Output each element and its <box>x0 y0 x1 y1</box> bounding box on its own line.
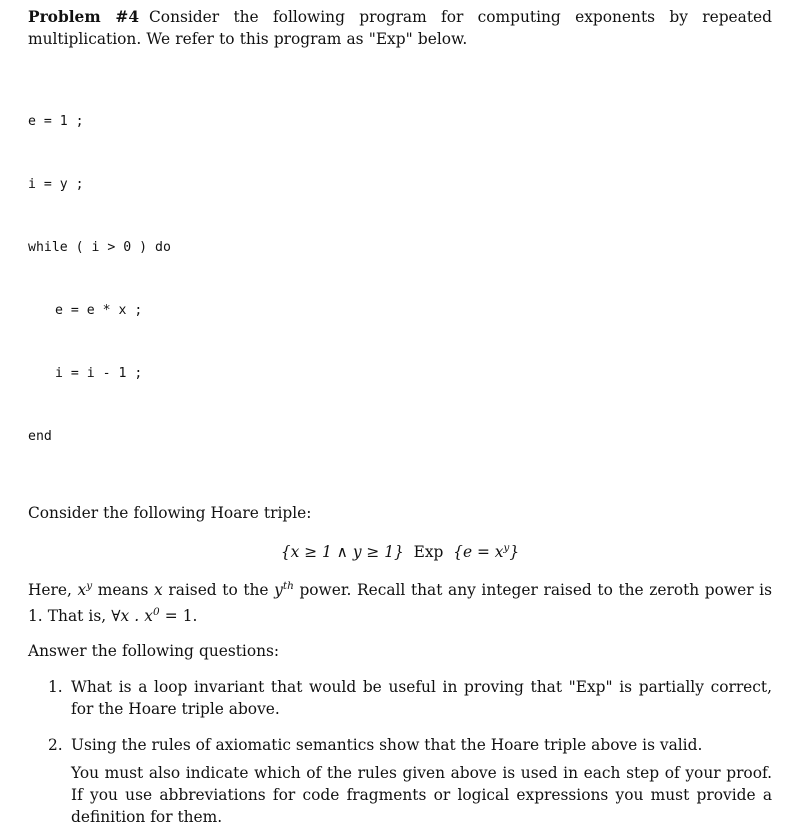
math-exponent: th <box>282 580 294 592</box>
hoare-lead: Consider the following Hoare triple: <box>28 504 312 522</box>
questions-lead: Answer the following questions: <box>28 642 280 660</box>
question-followup: You must also indicate which of the rules given above is used in each step of your proof. If you use abbreviations for code fragments or logical expressions you must provide a definition for them. <box>71 764 772 826</box>
code-line: e = e * x ; <box>55 303 143 318</box>
program-name: Exp <box>413 543 444 561</box>
code-line: i = i - 1 ; <box>55 366 143 381</box>
math-var: x <box>77 581 87 599</box>
postcondition-exponent: y <box>503 542 510 554</box>
problem-heading: Problem #4 <box>28 8 140 26</box>
explanation-text: means <box>97 581 149 599</box>
problem-intro <box>28 6 772 50</box>
explanation-text: Here, <box>28 581 72 599</box>
problem-intro-text: Consider the following program for computing exponents by repeated multiplication. We refer to this program as "Exp" below. <box>28 8 772 48</box>
exp-program-code <box>28 69 772 489</box>
math-var: x <box>154 581 163 599</box>
precondition: {x ≥ 1 ∧ y ≥ 1} <box>280 543 404 561</box>
document-page <box>28 6 772 828</box>
code-line: while ( i > 0 ) do <box>28 240 171 255</box>
hoare-triple <box>28 537 772 563</box>
question-number: 1. <box>48 678 63 696</box>
math-exponent: y <box>86 580 93 592</box>
math-var: y <box>274 581 283 599</box>
code-line: end <box>28 429 52 444</box>
explanation-text: raised to the <box>168 581 269 599</box>
explanation-text: = 1. <box>164 607 198 625</box>
list-item <box>48 734 772 828</box>
explanation-paragraph <box>28 575 772 627</box>
question-text: What is a loop invariant that would be useful in proving that "Exp" is partially correct, for the Hoare triple above. <box>71 678 772 718</box>
list-item <box>48 676 772 720</box>
explanation-text: power. Recall that any integer raised to the zeroth power is 1. That is, <box>28 581 772 625</box>
postcondition <box>453 543 519 561</box>
question-number: 2. <box>48 736 63 754</box>
question-text: Using the rules of axiomatic semantics show that the Hoare triple above is valid. <box>71 736 703 754</box>
postcondition-open: {e = x <box>453 543 504 561</box>
postcondition-close: } <box>509 543 520 561</box>
questions-list <box>28 676 772 828</box>
code-line: i = y ; <box>28 177 84 192</box>
math-exponent: 0 <box>152 606 160 618</box>
math-expression: ∀x . x <box>111 607 153 625</box>
code-line: e = 1 ; <box>28 114 84 129</box>
